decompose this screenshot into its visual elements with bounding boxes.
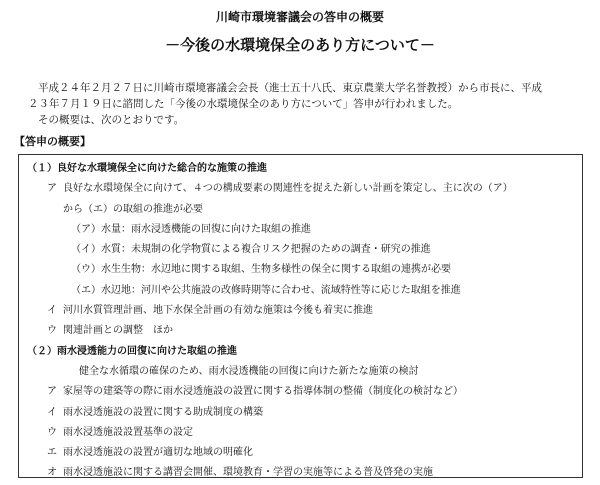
sub-item: （ウ）水生生物：水辺地に関する取組、生物多様性の保全に関する取組の連携が必要 <box>71 264 451 276</box>
list-item <box>19 301 582 321</box>
list-item <box>19 179 582 199</box>
sub-item: （ア）水量：雨水浸透機能の回復に向けた取組の推進 <box>71 223 311 235</box>
item-text: 河川水質管理計画、地下水保全計画の有効な施策は今後も着実に推進 <box>63 305 373 317</box>
section-2-lead: 健全な水循環の確保のため、雨水浸透機能の回復に向けた新たな施策の検討 <box>79 365 419 377</box>
section-label: 【答申の概要】 <box>14 135 91 148</box>
intro-line: 平成２４年２月２７日に川崎市環境審議会会長（進士五十八氏、東京農業大学名誉教授）から市長に、平成 <box>38 82 542 94</box>
item-text: 雨水浸透施設の設置が適切な地域の明確化 <box>63 447 253 459</box>
item-marker: ウ <box>47 325 57 337</box>
sub-item: （イ）水質：未規制の化学物質による複合リスク把握のための調査・研究の推進 <box>71 244 431 256</box>
item-text: 関連計画との調整 ほか <box>63 325 173 337</box>
section-2-heading: （２）雨水浸透能力の回復に向けた取組の推進 <box>27 345 237 357</box>
list-item <box>19 423 582 443</box>
intro-line: その概要は、次のとおりです。 <box>38 114 185 126</box>
item-marker: オ <box>47 467 57 479</box>
list-item <box>19 463 582 483</box>
document-title: 川崎市環境審議会の答申の概要 <box>215 10 384 24</box>
item-marker: ア <box>47 183 57 195</box>
intro-line: ２３年７月１９日に諮問した「今後の水環境保全のあり方について」答申が行われました。 <box>28 98 459 110</box>
item-marker: イ <box>47 406 57 418</box>
section-1-heading: （１）良好な水環境保全に向けた総合的な施策の推進 <box>27 163 267 174</box>
item-text: 雨水浸透施設設置基準の設定 <box>63 426 193 438</box>
sub-item: （エ）水辺地：河川や公共施設の改修時期等に合わせ、流域特性等に応じた取組を推進 <box>71 284 461 296</box>
list-item <box>19 321 582 341</box>
item-text: 雨水浸透施設に関する講習会開催、環境教育・学習の実施等による普及啓発の実施 <box>63 467 433 479</box>
item-marker: エ <box>47 447 57 459</box>
item-text: 雨水浸透施設の設置に関する助成制度の構築 <box>63 406 263 418</box>
intro-paragraph <box>28 80 590 128</box>
summary-box <box>18 154 583 478</box>
item-text-continuation: から（エ）の取組の推進が必要 <box>63 203 203 215</box>
list-item <box>19 382 582 402</box>
item-text: 良好な水環境保全に向けて、４つの構成要素の関連性を捉えた新しい計画を策定し、主に次の（ア） <box>63 183 513 195</box>
item-marker: ウ <box>47 426 57 438</box>
item-text: 家屋等の建築等の際に雨水浸透施設の設置に関する指導体制の整備（制度化の検討など） <box>63 386 463 398</box>
list-item <box>19 403 582 423</box>
document-subtitle: －今後の水環境保全のあり方について－ <box>165 36 435 54</box>
item-marker: ア <box>47 386 57 398</box>
item-marker: イ <box>47 305 57 317</box>
list-item <box>19 443 582 463</box>
